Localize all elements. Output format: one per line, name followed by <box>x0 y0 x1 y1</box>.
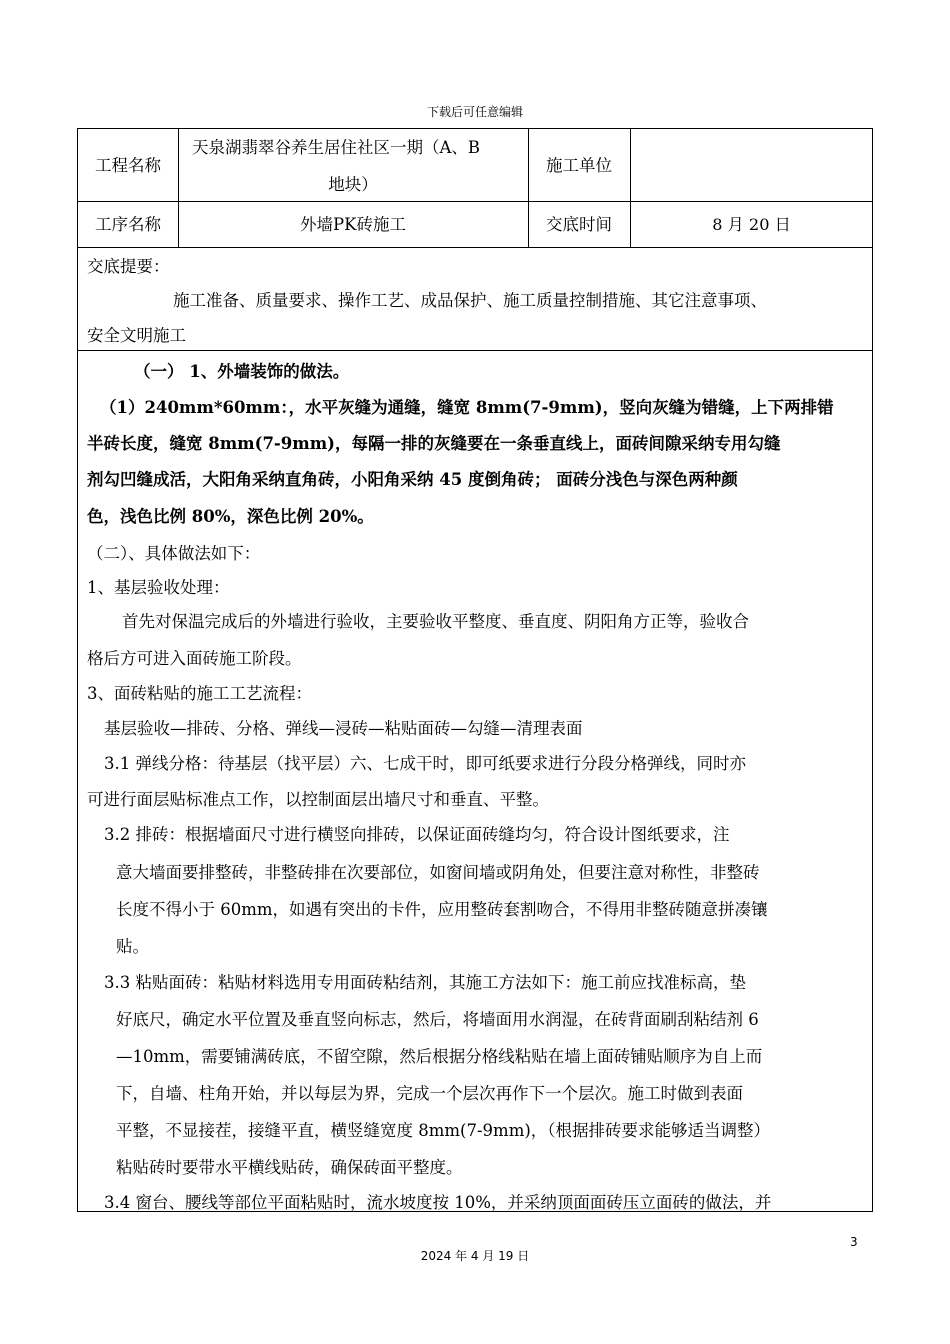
paragraph-line: 粘贴砖时要带水平横线贴砖，确保砖面平整度。 <box>116 1158 463 1177</box>
paragraph-line: 贴。 <box>116 937 149 956</box>
paragraph-line: 长度不得小于 60mm，如遇有突出的卡件，应用整砖套割吻合，不得用非整砖随意拼凑镶 <box>116 900 768 919</box>
process-flow: 基层验收—排砖、分格、弹线—浸砖—粘贴面砖—勾缝—清理表面 <box>104 719 583 738</box>
paragraph-line: 3.4 窗台、腰线等部位平面粘贴时，流水坡度按 10%，并采纳顶面面砖压立面砖的做法，并 <box>104 1193 772 1212</box>
contractor-label: 施工单位 <box>546 156 612 175</box>
paragraph-line: 下，自墙、柱角开始，并以每层为界，完成一个层次再作下一个层次。施工时做到表面 <box>116 1084 743 1103</box>
paragraph-line: 首先对保温完成后的外墙进行验收，主要验收平整度、垂直度、阴阳角方正等，验收合 <box>122 612 749 631</box>
project-name-label: 工程名称 <box>95 156 161 175</box>
project-name-value-line2: 地块） <box>328 175 378 194</box>
paragraph-line: 意大墙面要排整砖，非整砖排在次要部位，如窗间墙或阴角处，但要注意对称性，非整砖 <box>116 863 760 882</box>
footer-date: 2024 年 4 月 19 日 <box>420 1249 530 1263</box>
paragraph-line: —10mm，需要铺满砖底，不留空隙，然后根据分格线粘贴在墙上面砖铺贴顺序为自上而 <box>116 1047 763 1066</box>
table-divider <box>77 350 873 351</box>
handover-date-value: 8 月 20 日 <box>712 215 791 234</box>
handover-date-label: 交底时间 <box>546 215 612 234</box>
project-name-value-line1: 天泉湖翡翠谷养生居住社区一期（A、B <box>192 138 481 157</box>
bold-paragraph-line: 半砖长度，缝宽 8mm(7-9mm)，每隔一排的灰缝要在一条垂直线上，面砖间隙采纳专用勾缝 <box>87 434 781 453</box>
page-number: 3 <box>850 1235 858 1249</box>
bold-paragraph-line: 色，浅色比例 80%，深色比例 20%。 <box>87 507 374 526</box>
paragraph-line: 可进行面层贴标准点工作，以控制面层出墙尺寸和垂直、平整。 <box>87 790 549 809</box>
item-title: 1、基层验收处理： <box>87 578 230 597</box>
paragraph-line: 3.1 弹线分格：待基层（找平层）六、七成干时，即可纸要求进行分段分格弹线，同时亦 <box>104 754 746 773</box>
section-heading: （一） 1、外墙装饰的做法。 <box>134 362 350 381</box>
table-divider <box>77 247 873 248</box>
paragraph-line: 平整，不显接茬，接缝平直，横竖缝宽度 8mm(7-9mm)，（根据排砖要求能够适当调整） <box>116 1121 771 1140</box>
bold-paragraph-line: 剂勾凹缝成活，大阳角采纳直角砖，小阳角采纳 45 度倒角砖； 面砖分浅色与深色两种颜 <box>87 470 738 489</box>
paragraph-line: 3.2 排砖：根据墙面尺寸进行横竖向排砖，以保证面砖缝均匀，符合设计图纸要求，注 <box>104 825 730 844</box>
paragraph-line: 3.3 粘贴面砖：粘贴材料选用专用面砖粘结剂，其施工方法如下：施工前应找准标高，垫 <box>104 973 746 992</box>
item-title: 3、面砖粘贴的施工工艺流程： <box>87 684 312 703</box>
summary-line: 安全文明施工 <box>87 326 186 345</box>
summary-line: 施工准备、质量要求、操作工艺、成品保护、施工质量控制措施、其它注意事项、 <box>173 291 767 310</box>
bold-paragraph-line: （1）240mm*60mm：，水平灰缝为通缝，缝宽 8mm(7-9mm)，竖向灰缝为错缝，上下两排错 <box>100 398 834 417</box>
header-note: 下载后可任意编辑 <box>426 105 523 119</box>
paragraph-line: 好底尺，确定水平位置及垂直竖向标志，然后，将墙面用水润湿，在砖背面刷刮粘结剂 6 <box>116 1010 759 1029</box>
paragraph-line: 格后方可进入面砖施工阶段。 <box>87 649 302 668</box>
process-name-value: 外墙PK砖施工 <box>300 215 406 234</box>
summary-label: 交底提要： <box>87 257 170 276</box>
table-divider <box>77 201 873 202</box>
process-name-label: 工序名称 <box>95 215 161 234</box>
section-heading: （二）、具体做法如下： <box>87 544 261 563</box>
